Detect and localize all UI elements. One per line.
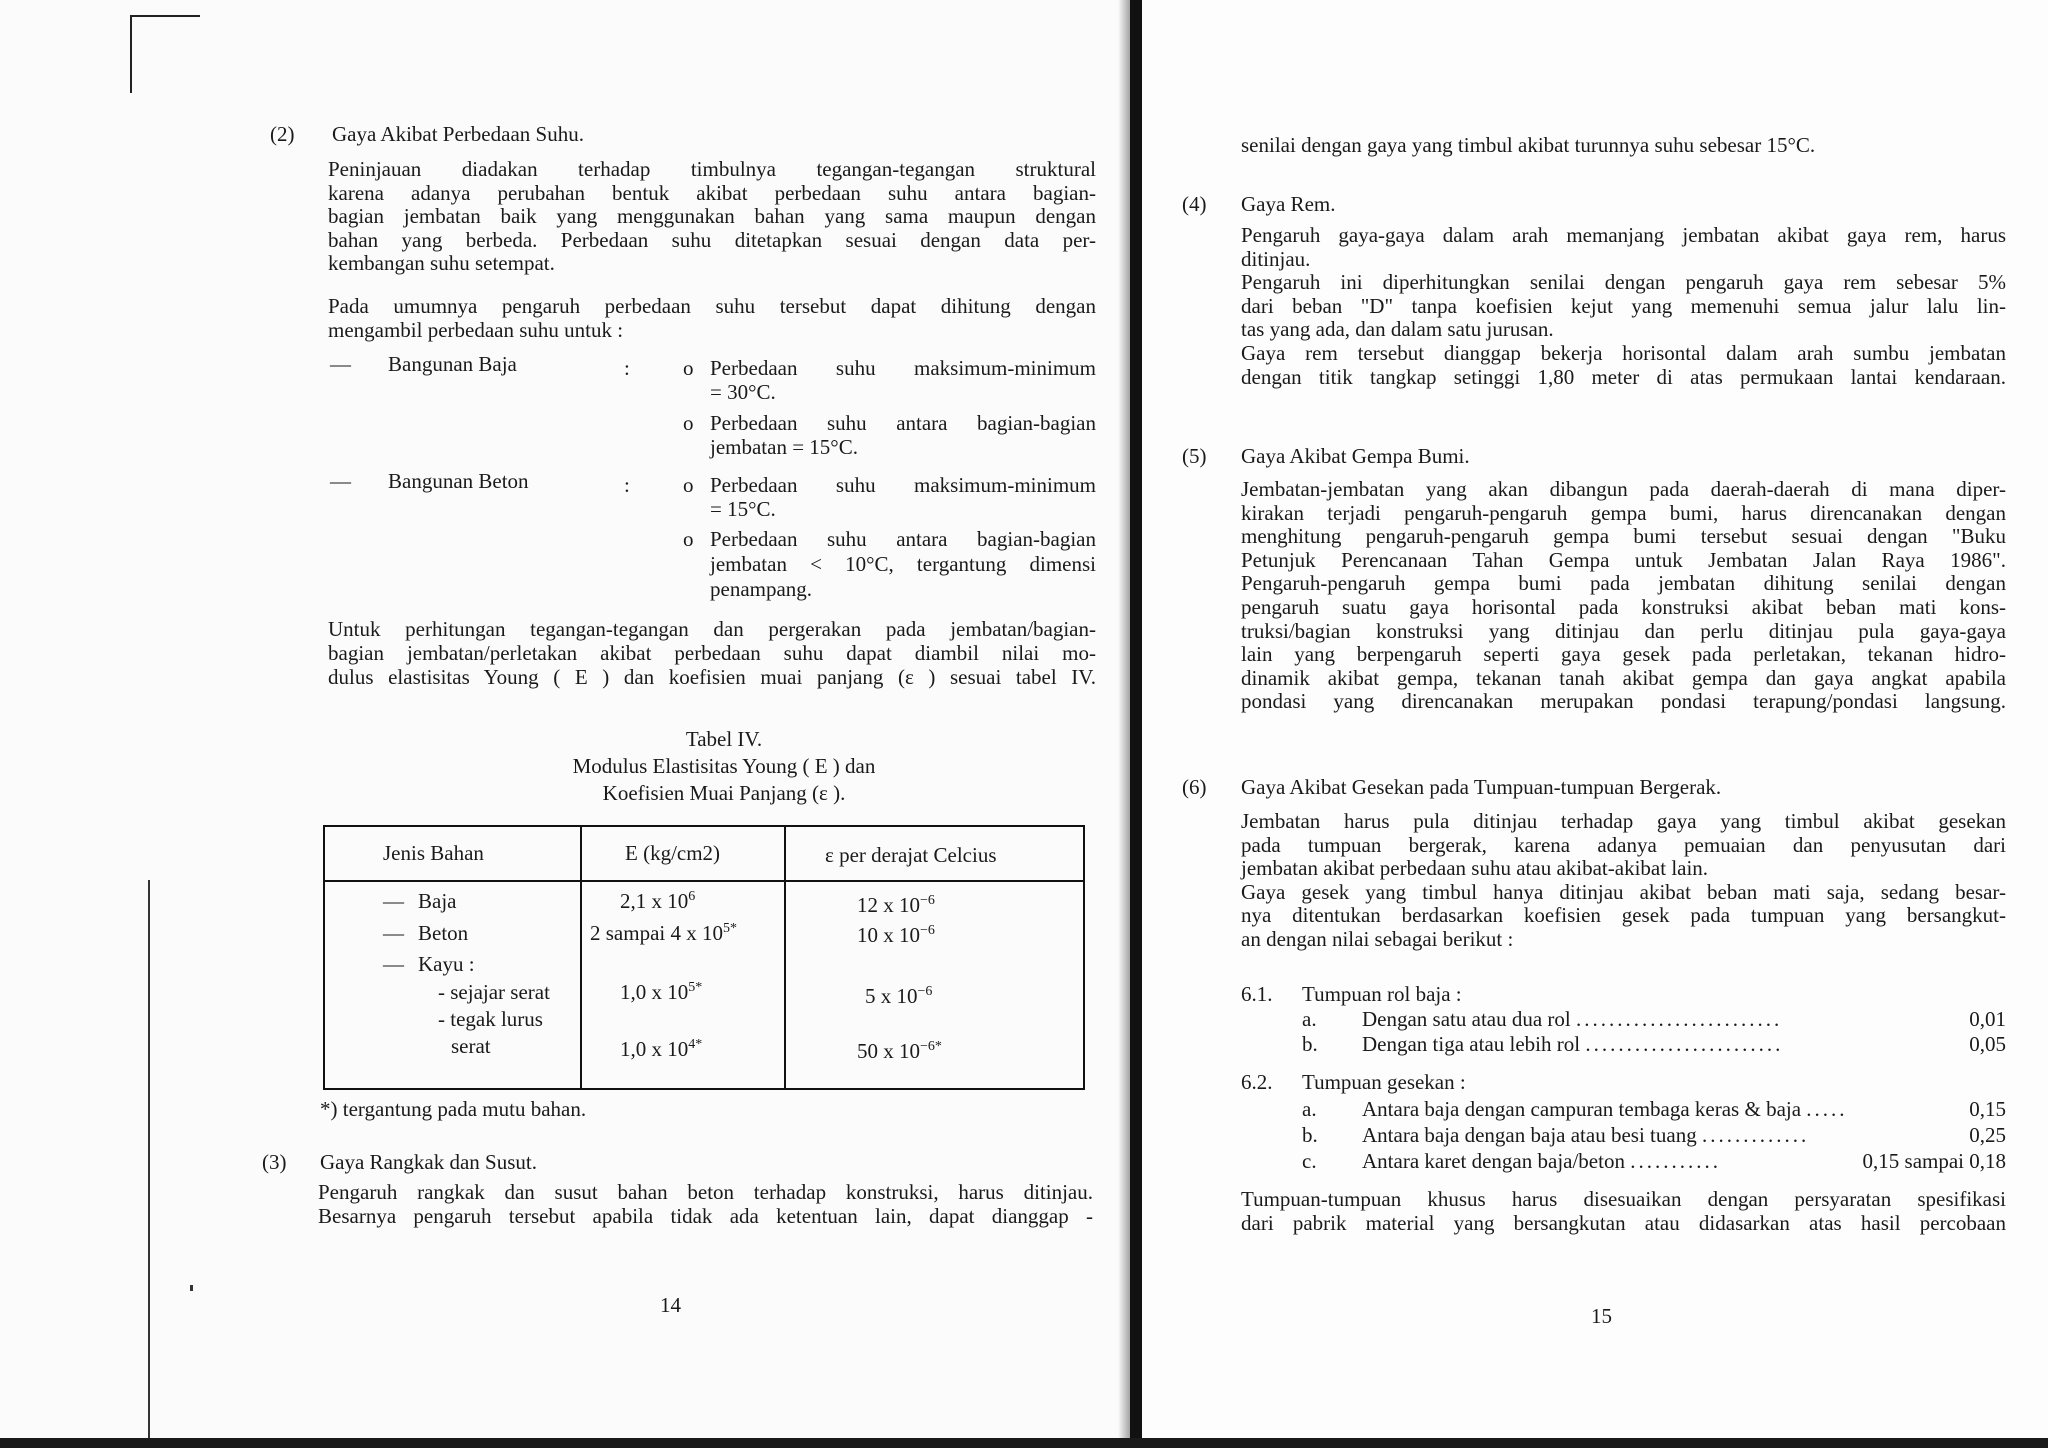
item-text [1362, 1007, 1782, 1032]
value-base: 2 sampai 4 x 10 [590, 921, 723, 945]
list-dash: — [330, 352, 351, 376]
value-exponent: −6 [920, 893, 935, 908]
leader-dots: ..... [1806, 1097, 1848, 1121]
item-label: Antara karet dengan baja/beton [1362, 1149, 1625, 1173]
section-4-number: (4) [1182, 192, 1207, 216]
list-label-beton: Bangunan Beton [388, 469, 529, 493]
item-value: 0,25 [1969, 1123, 2006, 1147]
text-line: dengan titik tangkap setinggi 1,80 meter di atas permukaan lantai kendaraan. [1241, 364, 2006, 389]
value-base: 1,0 x 10 [620, 980, 689, 1004]
table-caption-subtitle: Koefisien Muai Panjang (ε ). [602, 781, 846, 805]
text-line: Jembatan-jembatan yang akan dibangun pada daerah-daerah di mana diper- [1241, 477, 2006, 501]
text-line: menghitung pengaruh-pengaruh gempa bumi tersebut sesuai dengan "Buku [1241, 524, 2006, 549]
bullet-line: jembatan = 15°C. [710, 435, 858, 459]
item-text [1362, 1149, 1721, 1174]
list-label-baja: Bangunan Baja [388, 352, 517, 376]
table-cell-expansion [857, 893, 935, 918]
item-value: 0,15 [1969, 1097, 2006, 1121]
list-colon: : [624, 473, 630, 497]
scan-edge-line [148, 880, 150, 1440]
table-header-divider [325, 880, 1083, 882]
text-line: bahan yang berbeda. Perbedaan suhu ditetapkan sesuai dengan data per- [328, 227, 1096, 252]
scan-bottom-edge [0, 1438, 2048, 1448]
value-exponent: 5* [722, 921, 737, 936]
item-value: 0,01 [1969, 1007, 2006, 1031]
table-header-expansion: ε per derajat Celcius [825, 843, 997, 867]
table-row-dash: — [383, 921, 404, 945]
item-letter: b. [1302, 1123, 1318, 1147]
text-line: bagian jembatan baik yang menggunakan bahan yang sama maupun dengan [328, 204, 1096, 228]
page-number-right: 15 [1591, 1304, 1612, 1328]
table-caption-label: Tabel IV. [685, 727, 763, 751]
section-6-number: (6) [1182, 775, 1207, 799]
text-line: mengambil perbedaan suhu untuk : [328, 317, 624, 342]
section-4-paragraph [1241, 224, 2006, 389]
text-line: dari beban "D" tanpa koefisien kejut yang memenuhi semua jalur lalu lin- [1241, 293, 2006, 318]
text-line: jembatan akibat perbedaan suhu atau akibat-akibat lain. [1241, 856, 1709, 881]
table-divider [580, 827, 582, 1088]
section-2-paragraph-1 [328, 158, 1096, 276]
item-label: Antara baja dengan campuran tembaga keras & baja [1362, 1097, 1802, 1121]
table-header-modulus: E (kg/cm2) [625, 841, 721, 865]
value-base: 12 x 10 [857, 893, 920, 917]
table-cell-material: Baja [418, 889, 457, 913]
section-6-title: Gaya Akibat Gesekan pada Tumpuan-tumpuan Bergerak. [1241, 775, 1722, 799]
section-3-title: Gaya Rangkak dan Susut. [320, 1150, 537, 1174]
table-row-dash: — [383, 889, 404, 913]
scan-corner-mark-vertical [130, 15, 132, 93]
text-line: ditinjau. [1241, 246, 1311, 271]
table-cell-expansion [857, 923, 935, 948]
bullet-mark: o [683, 473, 694, 497]
text-line: Pengaruh rangkak dan susut bahan beton terhadap konstruksi, harus ditinjau. [318, 1180, 1093, 1204]
book-gutter [1130, 0, 1142, 1448]
section-2-paragraph-2 [328, 295, 1096, 342]
text-line: pada tumpuan bergerak, karena adanya pemuaian dan penyusutan dari [1241, 832, 2006, 857]
table-header-material: Jenis Bahan [383, 841, 484, 865]
leader-dots: ......................... [1576, 1007, 1783, 1031]
text-line: Pengaruh-pengaruh gempa bumi pada jembatan dihitung senilai dengan [1241, 571, 2006, 596]
text-line: Pada umumnya pengaruh perbedaan suhu tersebut dapat dihitung dengan [328, 294, 1096, 318]
value-exponent: 4* [688, 1037, 703, 1052]
table-cell-modulus [590, 921, 737, 946]
table-footnote: *) tergantung pada mutu bahan. [320, 1097, 587, 1121]
table-cell-modulus [620, 889, 695, 914]
item-letter: b. [1302, 1032, 1318, 1056]
text-line: kirakan terjadi pengaruh-pengaruh gempa bumi, harus direncanakan dengan [1241, 500, 2006, 525]
bullet-line: Perbedaan suhu antara bagian-bagian [710, 411, 1096, 435]
item-text [1362, 1123, 1809, 1148]
bullet-line: jembatan < 10°C, tergantung dimensi [710, 552, 1096, 576]
text-line: Gaya gesek yang timbul hanya ditinjau akibat beban mati saja, sedang besar- [1241, 879, 2006, 904]
text-line: dari pabrik material yang bersangkutan atau didasarkan atas hasil percobaan [1241, 1211, 2006, 1235]
bullet-line: = 15°C. [710, 497, 776, 521]
item-letter: c. [1302, 1149, 1317, 1173]
text-line: tas yang ada, dan dalam satu jurusan. [1241, 317, 1554, 342]
item-letter: a. [1302, 1097, 1317, 1121]
gutter-shadow [1118, 0, 1130, 1448]
text-line: truksi/bagian konstruksi yang ditinjau dan perlu ditinjau pula gaya-gaya [1241, 618, 2006, 643]
table-caption-title: Modulus Elastisitas Young ( E ) dan [572, 754, 876, 778]
text-line: Peninjauan diadakan terhadap timbulnya tegangan-tegangan struktural [328, 157, 1096, 181]
value-exponent: 5* [688, 980, 703, 995]
item-value: 0,05 [1969, 1032, 2006, 1056]
section-5-paragraph [1241, 478, 2006, 714]
section-6-closing [1241, 1187, 2006, 1235]
text-line: Besarnya pengaruh tersebut apabila tidak ada ketentuan lain, dapat dianggap - [318, 1204, 1093, 1228]
section-2-title: Gaya Akibat Perbedaan Suhu. [332, 122, 584, 146]
value-exponent: 6 [688, 889, 696, 904]
text-line: dulus elastisitas Young ( E ) dan koefisien muai panjang (ε ) sesuai tabel IV. [328, 665, 1096, 689]
scan-speck [190, 1285, 193, 1291]
table-cell-wood-sub: - sejajar serat [438, 980, 550, 1004]
value-base: 1,0 x 10 [620, 1037, 689, 1061]
item-label: Dengan satu atau dua rol [1362, 1007, 1571, 1031]
text-line: an dengan nilai sebagai berikut : [1241, 926, 1514, 951]
table-cell-wood-sub: serat [451, 1034, 491, 1058]
table-cell-modulus [620, 1037, 702, 1062]
text-line: Pengaruh ini diperhitungkan senilai dengan pengaruh gaya rem sebesar 5% [1241, 270, 2006, 295]
item-letter: a. [1302, 1007, 1317, 1031]
subsection-6-1-number: 6.1. [1241, 982, 1273, 1006]
table-cell-expansion [857, 1039, 942, 1064]
leader-dots: ............. [1701, 1123, 1810, 1147]
text-line: dinamik akibat gempa, tekanan tanah akibat gempa dan gaya angkat apabila [1241, 665, 2006, 690]
bullet-line: Perbedaan suhu maksimum-minimum [710, 356, 1096, 380]
text-line: Jembatan harus pula ditinjau terhadap gaya yang timbul akibat gesekan [1241, 809, 2006, 833]
continuation-line: senilai dengan gaya yang timbul akibat turunnya suhu sebesar 15°C. [1241, 133, 1816, 157]
list-dash: — [330, 469, 351, 493]
bullet-line: Perbedaan suhu antara bagian-bagian [710, 527, 1096, 551]
page-right [1142, 0, 2048, 1448]
section-3-number: (3) [262, 1150, 287, 1174]
value-exponent: −6* [920, 1039, 942, 1054]
text-line: Gaya rem tersebut dianggap bekerja horisontal dalam arah sumbu jembatan [1241, 340, 2006, 365]
page-number-left: 14 [660, 1293, 681, 1317]
section-6-paragraph [1241, 810, 2006, 952]
text-line: Tumpuan-tumpuan khusus harus disesuaikan dengan persyaratan spesifikasi [1241, 1187, 2006, 1211]
item-label: Antara baja dengan baja atau besi tuang [1362, 1123, 1697, 1147]
table-cell-wood-sub: - tegak lurus [438, 1007, 543, 1031]
text-line: Untuk perhitungan tegangan-tegangan dan pergerakan pada jembatan/bagian- [328, 617, 1096, 641]
value-base: 5 x 10 [865, 984, 918, 1008]
section-4-title: Gaya Rem. [1241, 192, 1336, 216]
section-3-paragraph [318, 1180, 1093, 1228]
text-line: kembangan suhu setempat. [328, 251, 555, 275]
table-cell-material: Beton [418, 921, 469, 945]
subsection-6-1-title: Tumpuan rol baja : [1302, 982, 1462, 1006]
section-5-title: Gaya Akibat Gempa Bumi. [1241, 444, 1470, 468]
value-exponent: −6 [917, 984, 933, 999]
table-cell-modulus [620, 980, 702, 1005]
text-line: Petunjuk Perencanaan Tahan Gempa untuk Jembatan Jalan Raya 1986". [1241, 547, 2006, 572]
table-row-dash: — [383, 952, 404, 976]
table-cell-material: Kayu : [418, 952, 475, 976]
value-exponent: −6 [920, 923, 935, 938]
text-line: bagian jembatan/perletakan akibat perbedaan suhu dapat diambil nilai mo- [328, 641, 1096, 665]
bullet-line: = 30°C. [710, 380, 776, 404]
text-line: Pengaruh gaya-gaya dalam arah memanjang jembatan akibat gaya rem, harus [1241, 223, 2006, 247]
bullet-mark: o [683, 527, 694, 551]
item-text [1362, 1097, 1848, 1122]
table-cell-expansion [865, 984, 932, 1009]
item-text [1362, 1032, 1783, 1057]
subsection-6-2-number: 6.2. [1241, 1070, 1273, 1094]
item-label: Dengan tiga atau lebih rol [1362, 1032, 1581, 1056]
text-line: lain yang berpengaruh seperti gaya gesek pada perletakan, tekanan hidro- [1241, 642, 2006, 667]
bullet-line: Perbedaan suhu maksimum-minimum [710, 473, 1096, 497]
table-divider [784, 827, 786, 1088]
scan-corner-mark [130, 15, 200, 17]
section-2-paragraph-3 [328, 617, 1096, 689]
section-2-number: (2) [270, 122, 295, 146]
text-line: nya ditentukan berdasarkan koefisien gesek pada tumpuan yang bersangkut- [1241, 903, 2006, 928]
material-properties-table [323, 825, 1085, 1090]
subsection-6-2-title: Tumpuan gesekan : [1302, 1070, 1466, 1094]
leader-dots: ........................ [1585, 1032, 1784, 1056]
value-base: 10 x 10 [857, 923, 920, 947]
text-line: pondasi yang direncanakan merupakan pondasi terapung/pondasi langsung. [1241, 689, 2006, 714]
bullet-line: penampang. [710, 577, 813, 601]
value-base: 50 x 10 [857, 1039, 920, 1063]
value-base: 2,1 x 10 [620, 889, 689, 913]
list-colon: : [624, 356, 630, 380]
leader-dots: ........... [1630, 1149, 1721, 1173]
text-line: karena adanya perubahan bentuk akibat perbedaan suhu antara bagian- [328, 180, 1096, 205]
bullet-mark: o [683, 411, 694, 435]
bullet-mark: o [683, 356, 694, 380]
text-line: pengaruh suatu gaya horisontal pada konstruksi akibat beban mati kons- [1241, 594, 2006, 619]
item-value: 0,15 sampai 0,18 [1862, 1149, 2006, 1173]
section-5-number: (5) [1182, 444, 1207, 468]
